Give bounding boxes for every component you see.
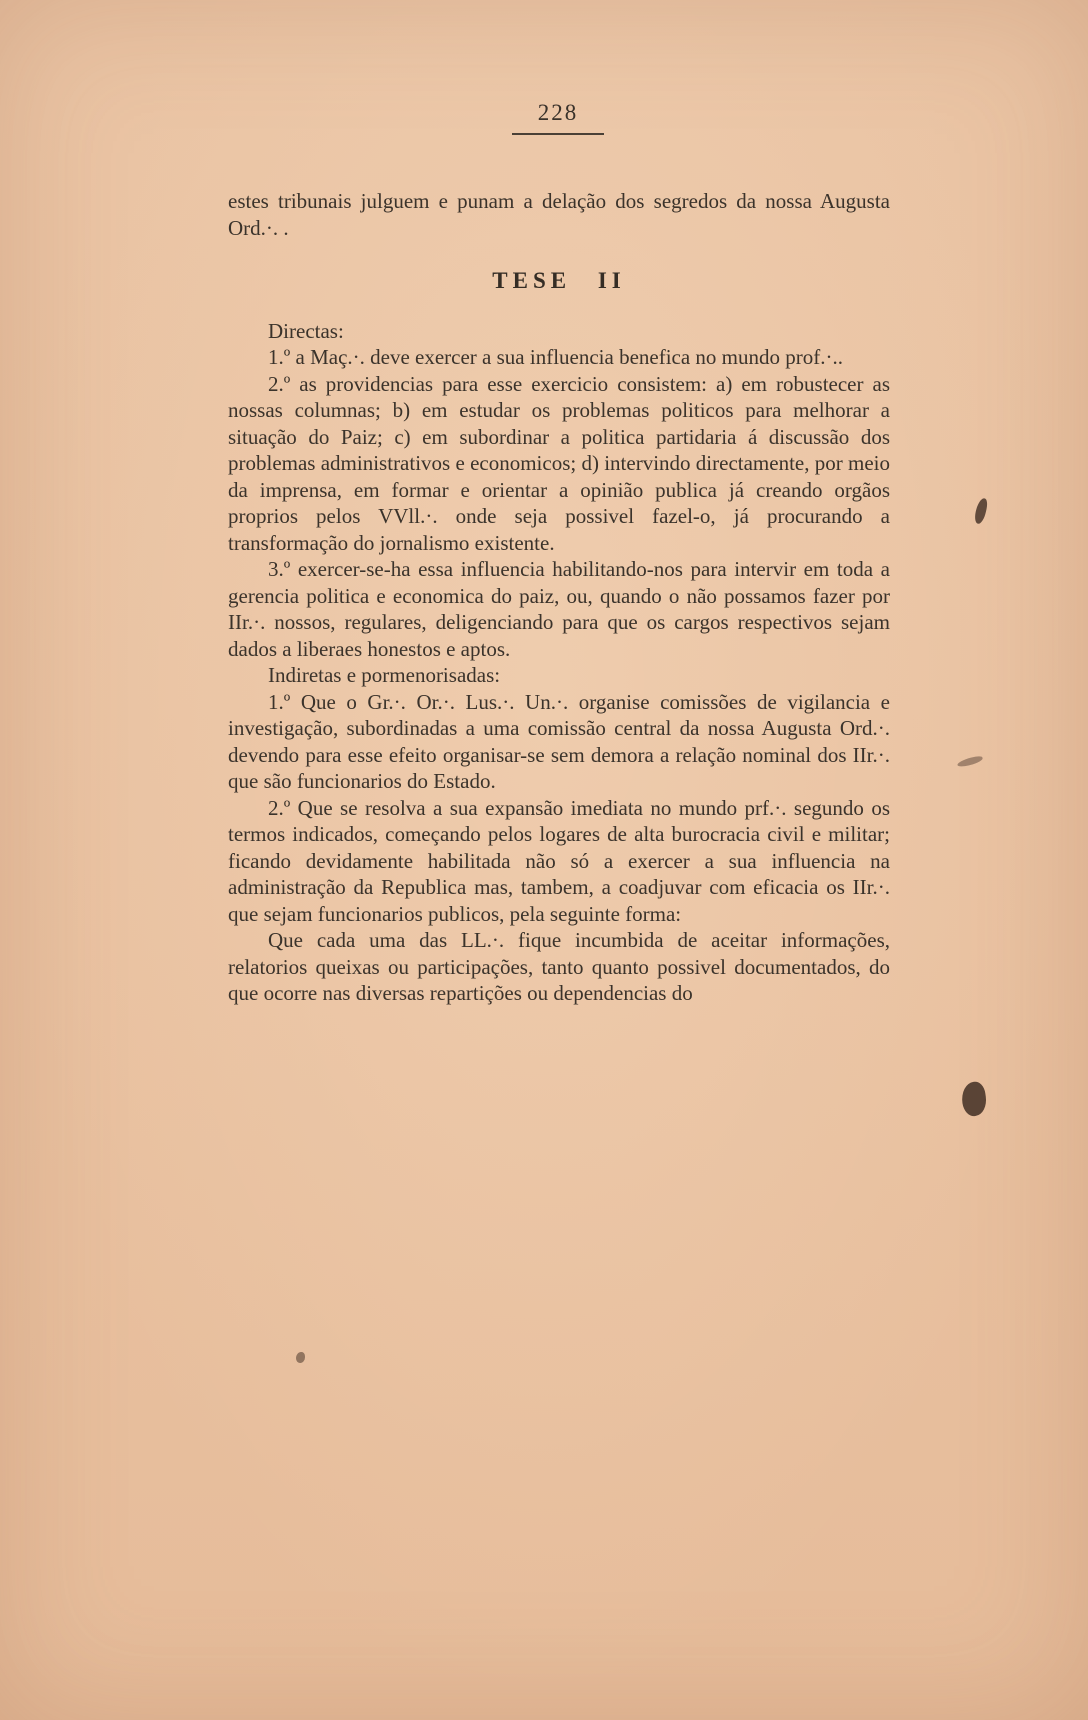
paragraph-directas-item-1: 1.º a Maç.·. deve exercer a sua influencia benefica no mundo prof.·.. xyxy=(268,345,843,369)
ink-mark xyxy=(296,1352,305,1363)
paragraph-closing: Que cada uma das LL.·. fique incumbida de aceitar informações, relatorios queixas ou participações, tanto quanto possivel documentados, do que ocorre nas diversas repartições ou dependencias do xyxy=(228,928,890,1005)
ink-mark xyxy=(957,755,984,768)
paragraph-directas-label: Directas: xyxy=(268,318,344,343)
paragraph-indiretas-label: Indiretas e pormenorisadas: xyxy=(268,663,501,687)
page-text-block xyxy=(228,188,890,1007)
paragraph-indiretas-item-1: 1.º Que o Gr.·. Or.·. Lus.·. Un.·. organise comissões de vigilancia e investigação, subordinadas a uma comissão central da nossa Augusta Ord.·. devendo para esse efeito organisar-se sem demora a relação nominal dos IIr.·. que são funcionarios do Estado. xyxy=(228,689,890,793)
paragraph-directas-item-2: 2.º as providencias para esse exercicio consistem: a) em robustecer as nossas columnas; b) em estudar os problemas politicos para melhorar a situação do Paiz; c) em subordinar a politica partidaria á discussão dos problemas administrativos e economicos; d) intervindo directamente, por meio da imprensa, em formar e orientar a opinião publica já creando orgãos proprios pelos VVll.·. onde seja possivel fazel-o, já procurando a transformação do jornalismo existente. xyxy=(228,371,890,555)
ink-mark xyxy=(973,497,988,525)
page-header xyxy=(228,100,888,135)
page-number: 228 xyxy=(512,100,605,135)
ink-mark xyxy=(960,1080,988,1117)
section-heading: TESE II xyxy=(492,268,626,293)
paragraph-indiretas-item-2: 2.º Que se resolva a sua expansão imediata no mundo prf.·. segundo os termos indicados, começando pelos logares de alta burocracia civil e militar; ficando devidamente habilitada não só a exercer a sua influencia na administração da Republica mas, tambem, a coadjuvar com eficacia os IIr.·. que sejam funcionarios publicos, pela seguinte forma: xyxy=(228,795,890,926)
paragraph-directas-item-3: 3.º exercer-se-ha essa influencia habilitando-nos para intervir em toda a gerencia politica e economica do paiz, ou, quando o não possamos fazer por IIr.·. nossos, regulares, deligenciando para que os cargos respectivos sejam dados a liberaes honestos e aptos. xyxy=(228,557,890,661)
paragraph-continuation: estes tribunais julguem e punam a delação dos segredos da nossa Augusta Ord.·. . xyxy=(228,189,890,240)
